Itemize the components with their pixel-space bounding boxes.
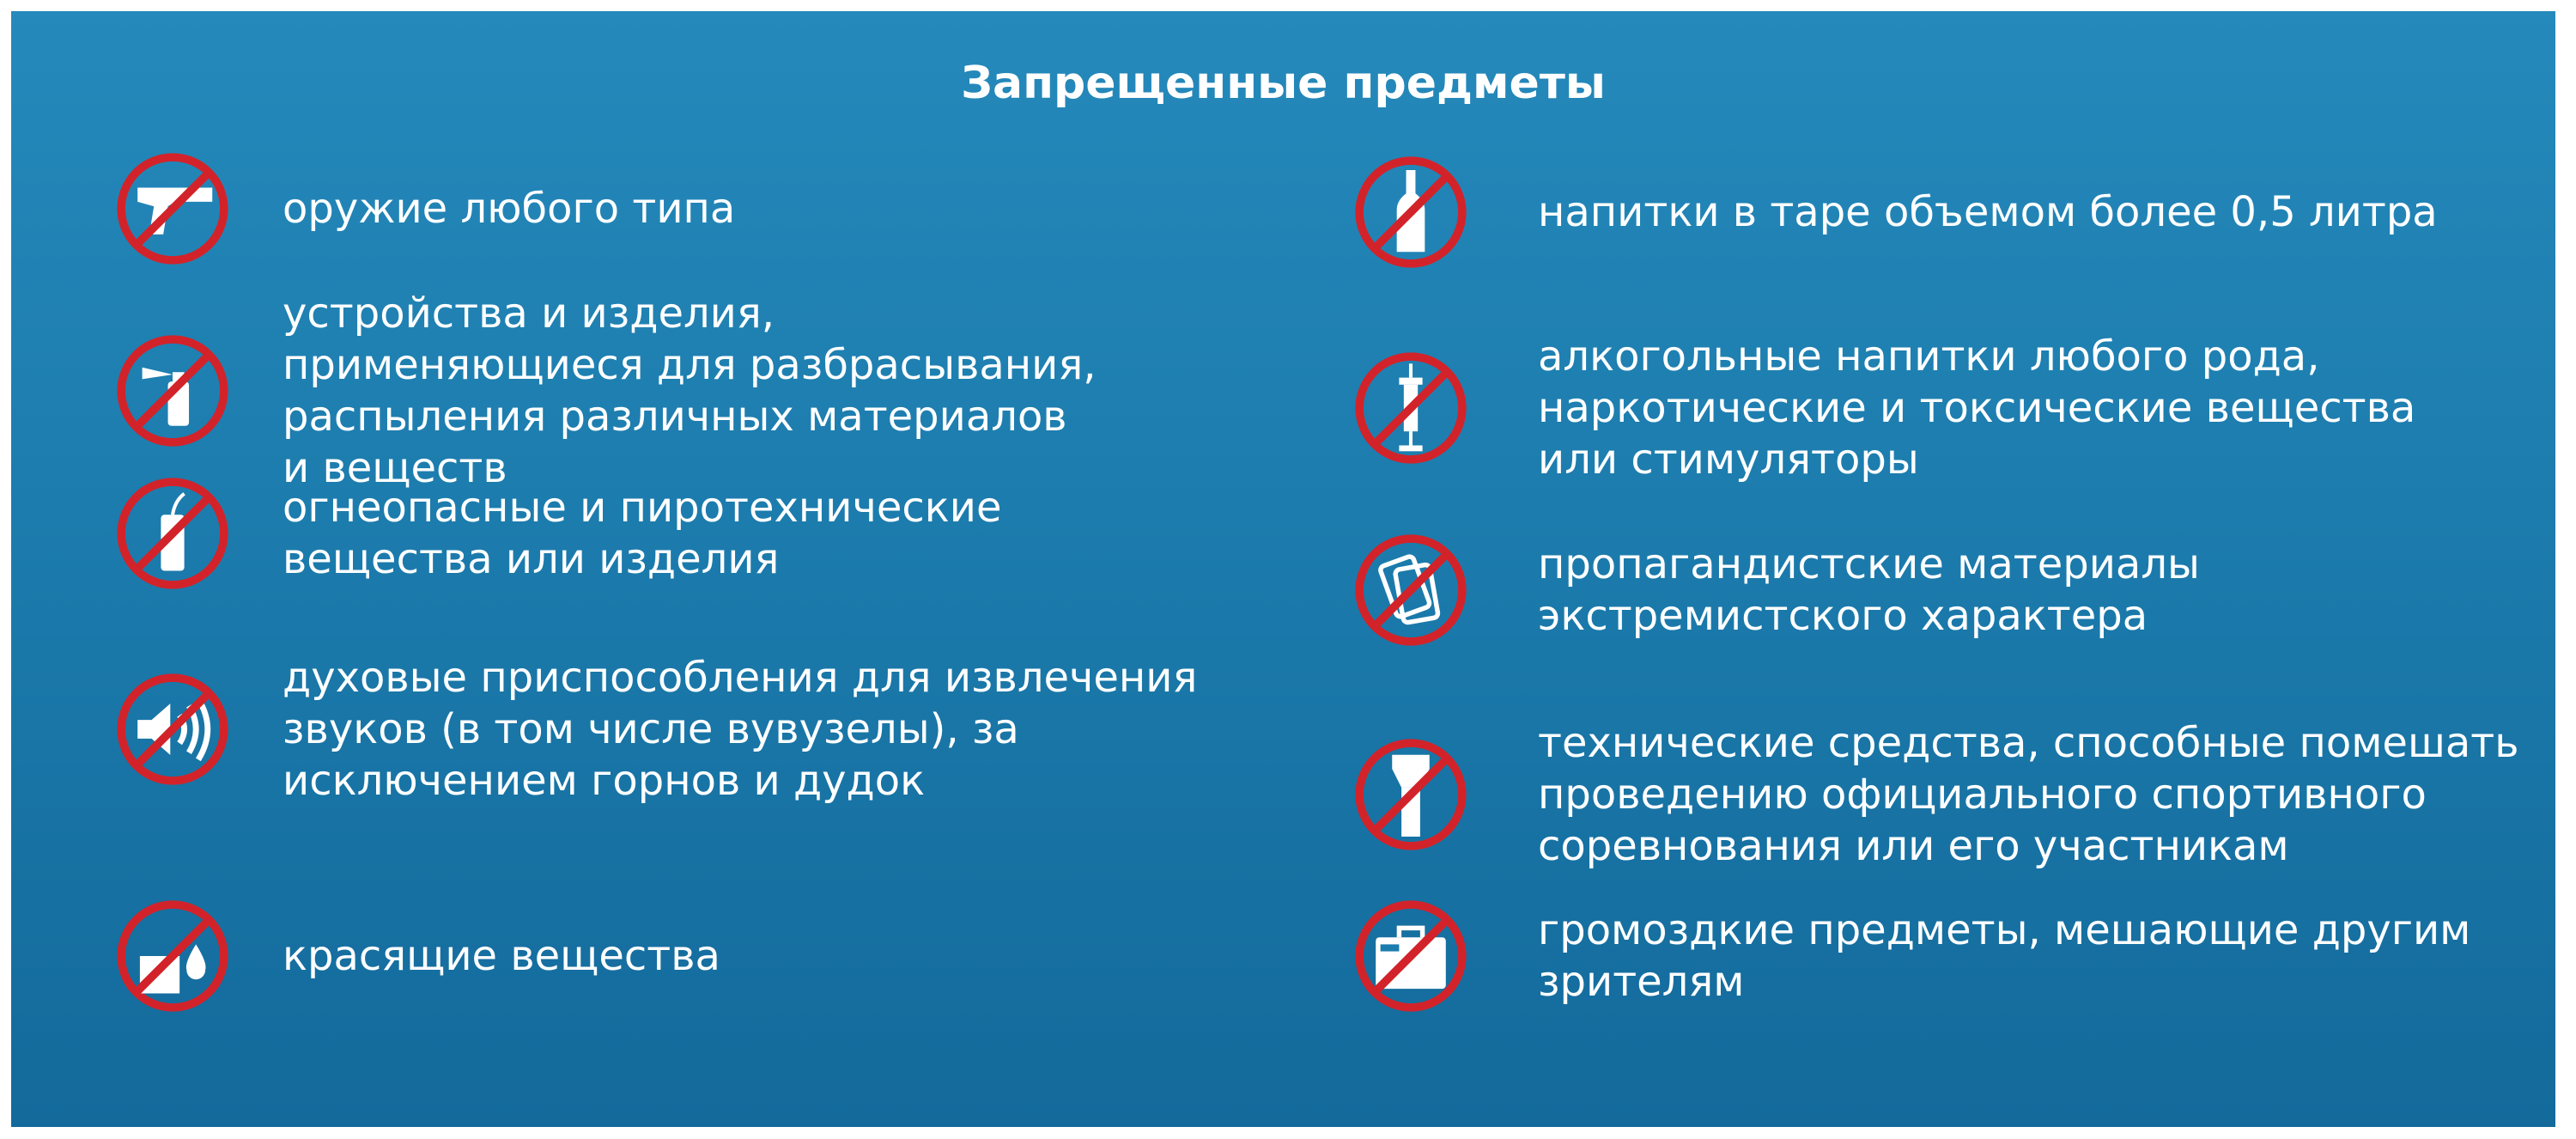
item-bulky-items (1352, 898, 2470, 1014)
item-noise-makers (114, 652, 1197, 807)
item-label: устройства и изделия, применяющиеся для разбрасывания, распыления различных материалов и веществ (283, 289, 1097, 492)
loudspeaker-icon (114, 671, 231, 788)
item-label: напитки в таре объемом более 0,5 литра (1538, 188, 2438, 236)
flashlight-icon (1352, 736, 1469, 853)
leaflets-icon (1352, 532, 1469, 649)
panel-title: Запрещенные предметы (961, 58, 1606, 109)
item-spray-devices (114, 288, 1097, 494)
item-alcohol-drugs (1352, 331, 2415, 485)
bottle-icon (1352, 154, 1469, 271)
item-label: духовые приспособления для извлечения звуков (в том числе вувузелы), за исключением горнов и дудок (283, 654, 1198, 805)
gun-icon (114, 150, 231, 267)
item-label: технические средства, способные помешать проведению официального спортивного соревнования или его участникам (1538, 719, 2519, 870)
item-label: пропагандистские материалы экстремистского характера (1538, 540, 2200, 640)
item-label: красящие вещества (283, 932, 720, 980)
item-bottles (1352, 154, 2438, 271)
firecracker-icon (114, 475, 231, 592)
suitcase-icon (1352, 898, 1469, 1014)
item-technical-devices (1352, 717, 2519, 872)
item-pyrotechnics (114, 475, 1001, 592)
item-label: оружие любого типа (283, 185, 736, 233)
prohibited-items-panel (11, 11, 2555, 1127)
item-paints (114, 898, 720, 1014)
aerosol-spray-icon (114, 332, 231, 449)
item-label: алкогольные напитки любого рода, наркотические и токсические вещества или стимуляторы (1538, 332, 2416, 484)
item-extremist-materials (1352, 532, 2200, 649)
syringe-icon (1352, 350, 1469, 466)
item-weapons (114, 150, 735, 267)
item-label: огнеопасные и пиротехнические вещества или изделия (283, 484, 1002, 583)
item-label: громоздкие предметы, мешающие другим зрителям (1538, 906, 2471, 1006)
paint-can-icon (114, 898, 231, 1014)
